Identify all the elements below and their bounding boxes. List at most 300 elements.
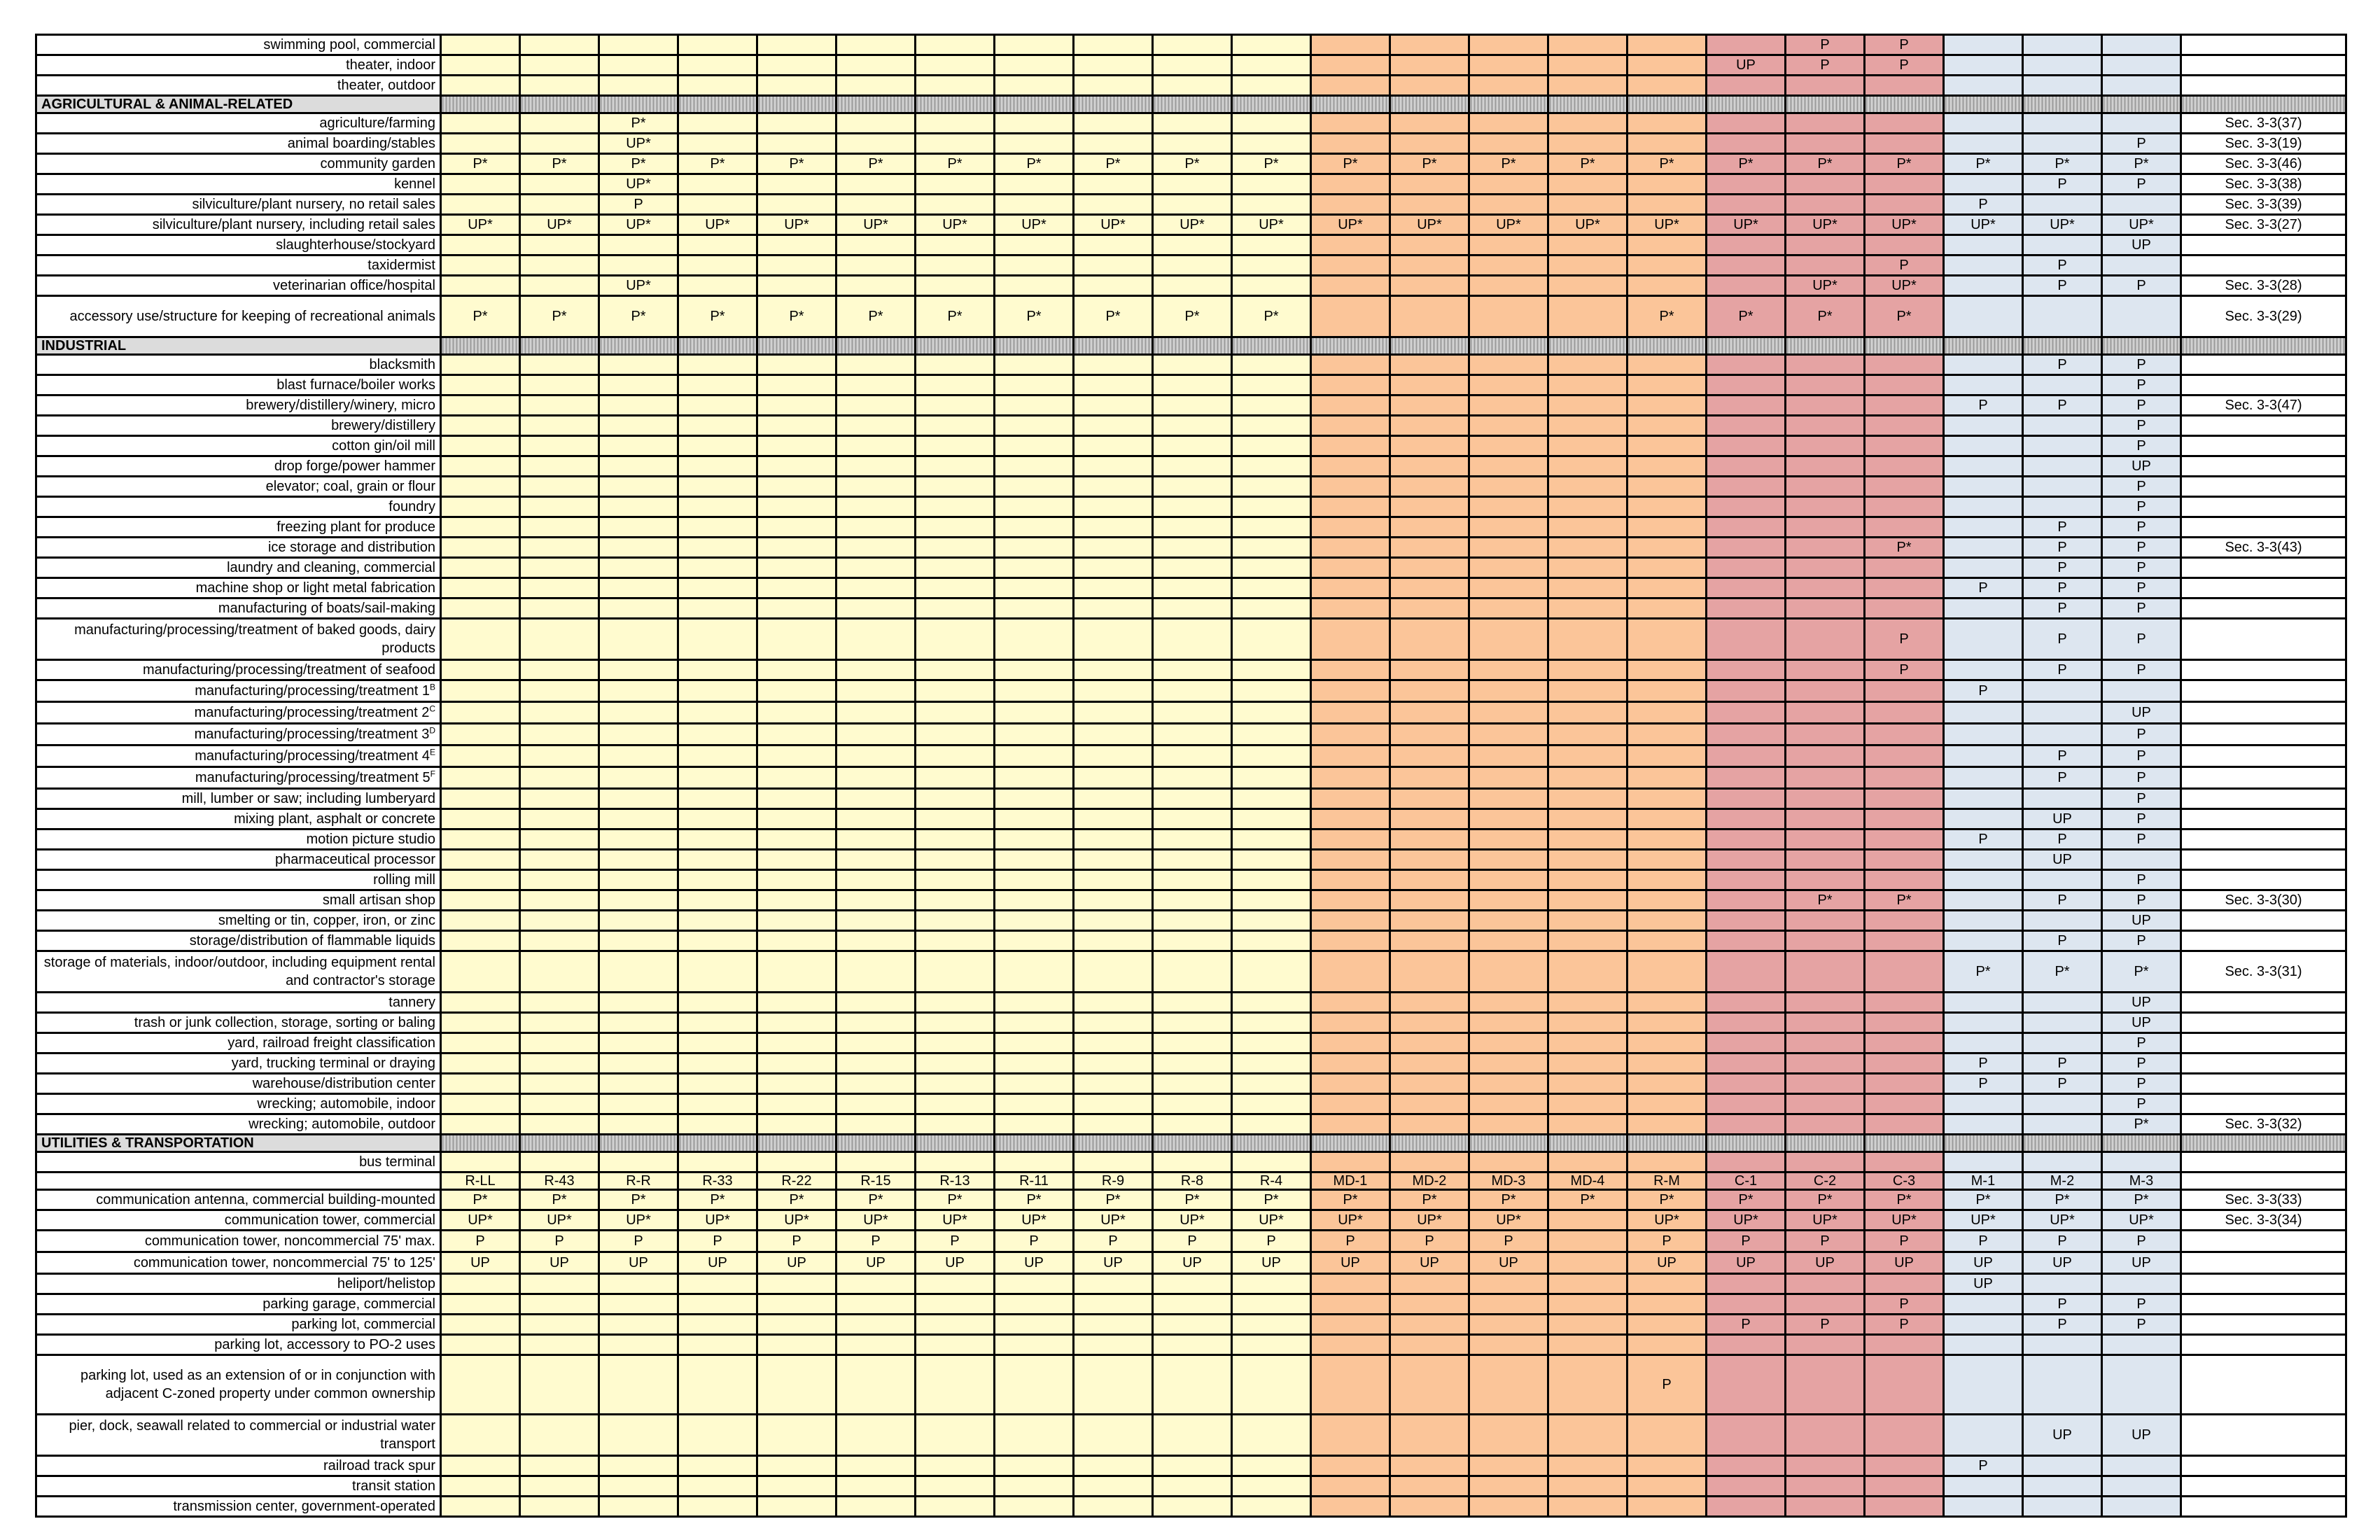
- permission-cell: [1153, 1033, 1232, 1054]
- permission-cell: [1944, 35, 2023, 55]
- permission-cell: P*: [1786, 154, 1865, 174]
- permission-cell: [1469, 1355, 1548, 1415]
- section-fill-cell: [1548, 337, 1628, 355]
- table-row: [36, 538, 2346, 558]
- district-code: R-22: [757, 1172, 836, 1190]
- permission-cell: [1786, 809, 1865, 830]
- permission-cell: [916, 911, 995, 931]
- permission-cell: P: [2023, 890, 2102, 911]
- code-reference: [2181, 850, 2346, 870]
- permission-cell: [757, 477, 836, 497]
- permission-cell: [1232, 619, 1311, 660]
- permission-cell: [1628, 1456, 1707, 1476]
- permission-cell: [916, 276, 995, 296]
- footnote-marker: D: [429, 725, 435, 736]
- permission-cell: [520, 870, 599, 890]
- permission-cell: P*: [2023, 951, 2102, 993]
- permission-cell: [441, 578, 520, 598]
- use-label-text: manufacturing of boats/sail-making: [218, 601, 435, 616]
- permission-cell: [1707, 35, 1786, 55]
- permission-cell: P: [2102, 931, 2181, 951]
- permission-cell: [599, 558, 678, 578]
- permission-cell: [520, 1497, 599, 1517]
- permission-cell: [1390, 456, 1469, 477]
- use-label-text: tannery: [388, 995, 435, 1010]
- permission-cell: [1390, 355, 1469, 375]
- permission-cell: [757, 598, 836, 619]
- permission-cell: [757, 850, 836, 870]
- permission-cell: UP*: [1786, 215, 1865, 235]
- permission-cell: [995, 1497, 1074, 1517]
- permission-cell: [1311, 870, 1390, 890]
- permission-cell: P*: [1786, 890, 1865, 911]
- use-label-text: brewery/distillery: [331, 418, 435, 433]
- use-label-text: communication tower, noncommercial 75' max.: [144, 1233, 435, 1249]
- code-reference: [2181, 355, 2346, 375]
- permission-cell: [916, 850, 995, 870]
- use-label-text: kennel: [394, 176, 435, 192]
- section-fill-cell: [1469, 337, 1548, 355]
- permission-cell: [1311, 789, 1390, 809]
- permission-cell: [441, 598, 520, 619]
- permission-cell: [1786, 477, 1865, 497]
- permission-cell: [678, 355, 757, 375]
- permission-cell: [995, 1054, 1074, 1074]
- permission-cell: P: [2102, 375, 2181, 396]
- use-label-text: heliport/helistop: [337, 1276, 435, 1292]
- permission-cell: [995, 619, 1074, 660]
- permission-cell: P: [2102, 789, 2181, 809]
- permission-cell: [1707, 1497, 1786, 1517]
- permission-cell: [1153, 1315, 1232, 1335]
- permission-cell: [1390, 680, 1469, 702]
- permission-cell: [599, 355, 678, 375]
- permission-cell: [441, 890, 520, 911]
- permission-cell: [1153, 951, 1232, 993]
- use-label: [36, 850, 441, 870]
- permission-cell: P: [2102, 767, 2181, 789]
- permission-cell: [1153, 619, 1232, 660]
- permission-cell: [995, 1476, 1074, 1497]
- permission-cell: [1153, 660, 1232, 680]
- use-label-text: parking garage, commercial: [262, 1296, 435, 1312]
- permission-cell: [1944, 436, 2023, 456]
- permission-cell: [520, 619, 599, 660]
- permission-cell: [1311, 456, 1390, 477]
- district-code: R-4: [1232, 1172, 1311, 1190]
- permission-cell: [1707, 890, 1786, 911]
- permission-cell: P: [1944, 1456, 2023, 1476]
- section-fill-cell: [1628, 337, 1707, 355]
- permission-cell: [520, 1033, 599, 1054]
- permission-cell: [2023, 993, 2102, 1013]
- permission-cell: P: [757, 1231, 836, 1252]
- permission-cell: [678, 1274, 757, 1294]
- permission-cell: [1390, 789, 1469, 809]
- permission-cell: P: [1390, 1231, 1469, 1252]
- permission-cell: [1074, 767, 1153, 789]
- permission-cell: [1548, 1355, 1628, 1415]
- permission-cell: [520, 660, 599, 680]
- permission-cell: [1074, 558, 1153, 578]
- permission-cell: [1548, 578, 1628, 598]
- permission-cell: [1786, 1476, 1865, 1497]
- permission-cell: P: [1865, 255, 1944, 276]
- permission-cell: [1390, 1497, 1469, 1517]
- permission-cell: [836, 619, 916, 660]
- permission-cell: [1390, 1094, 1469, 1114]
- permission-cell: P*: [1865, 890, 1944, 911]
- permission-cell: [520, 1114, 599, 1135]
- permission-cell: [995, 1294, 1074, 1315]
- permission-cell: [995, 1033, 1074, 1054]
- permission-cell: [1786, 76, 1865, 96]
- permission-cell: P*: [1628, 154, 1707, 174]
- code-reference: [2181, 1074, 2346, 1094]
- permission-cell: [1548, 235, 1628, 255]
- permission-cell: [1232, 1315, 1311, 1335]
- permission-cell: [599, 789, 678, 809]
- use-label: [36, 724, 441, 746]
- permission-cell: [1232, 578, 1311, 598]
- permission-cell: [2023, 113, 2102, 134]
- use-label-text: wrecking; automobile, outdoor: [248, 1116, 435, 1132]
- permission-cell: [1074, 76, 1153, 96]
- permission-cell: [1153, 1074, 1232, 1094]
- use-label: [36, 375, 441, 396]
- section-fill-cell: [836, 337, 916, 355]
- permission-cell: [1944, 517, 2023, 538]
- permission-cell: [1707, 76, 1786, 96]
- table-row: [36, 296, 2346, 337]
- permission-cell: [1074, 113, 1153, 134]
- permission-cell: [995, 870, 1074, 890]
- permission-cell: [1390, 767, 1469, 789]
- permission-cell: P: [2023, 598, 2102, 619]
- permission-cell: [836, 416, 916, 436]
- permission-cell: [1944, 660, 2023, 680]
- permission-cell: [916, 931, 995, 951]
- permission-cell: [1390, 35, 1469, 55]
- permission-cell: UP*: [441, 1210, 520, 1231]
- permission-cell: [1311, 235, 1390, 255]
- use-label: [36, 578, 441, 598]
- permission-cell: [599, 1355, 678, 1415]
- permission-cell: [1311, 174, 1390, 195]
- table-row: [36, 724, 2346, 746]
- permission-cell: [1469, 911, 1548, 931]
- permission-cell: [757, 134, 836, 154]
- permission-cell: [599, 702, 678, 724]
- use-label: [36, 215, 441, 235]
- use-label-text: freezing plant for produce: [276, 519, 435, 535]
- permission-cell: [1944, 558, 2023, 578]
- permission-cell: [1153, 993, 1232, 1013]
- permission-cell: [441, 1274, 520, 1294]
- permission-cell: [1548, 789, 1628, 809]
- table-row: [36, 578, 2346, 598]
- code-reference: Sec. 3-3(43): [2181, 538, 2346, 558]
- permission-cell: [1707, 1294, 1786, 1315]
- permission-cell: [1390, 134, 1469, 154]
- permission-cell: [441, 517, 520, 538]
- use-label: [36, 1013, 441, 1033]
- permission-cell: [1469, 497, 1548, 517]
- use-label-text: trash or junk collection, storage, sorting or baling: [134, 1015, 435, 1030]
- permission-cell: UP: [1707, 1252, 1786, 1274]
- permission-cell: [2023, 911, 2102, 931]
- permission-cell: [599, 1315, 678, 1335]
- permission-cell: UP*: [1548, 215, 1628, 235]
- permission-cell: [678, 396, 757, 416]
- permission-cell: [1390, 1013, 1469, 1033]
- permission-cell: P*: [757, 1190, 836, 1210]
- permission-cell: [757, 1497, 836, 1517]
- use-label-text: rolling mill: [373, 872, 435, 888]
- table-row: [36, 1335, 2346, 1355]
- use-label: [36, 931, 441, 951]
- permission-cell: [1469, 789, 1548, 809]
- permission-cell: [1707, 538, 1786, 558]
- use-label-text: storage/distribution of flammable liquids: [189, 933, 435, 948]
- section-fill-cell: [2102, 1135, 2181, 1152]
- permission-cell: [599, 477, 678, 497]
- table-row: [36, 1456, 2346, 1476]
- use-label-text: railroad track spur: [323, 1458, 435, 1474]
- permission-cell: [1786, 951, 1865, 993]
- permission-cell: [1390, 598, 1469, 619]
- permission-cell: [1390, 830, 1469, 850]
- permission-cell: [678, 174, 757, 195]
- code-reference: Sec. 3-3(37): [2181, 113, 2346, 134]
- permission-cell: [1628, 1415, 1707, 1456]
- permission-cell: [1548, 1210, 1628, 1231]
- permission-cell: P: [2102, 830, 2181, 850]
- permission-cell: [916, 660, 995, 680]
- permission-cell: [599, 416, 678, 436]
- use-label-text: transit station: [352, 1478, 435, 1494]
- permission-cell: [995, 396, 1074, 416]
- permission-cell: [1548, 830, 1628, 850]
- permission-cell: [1786, 850, 1865, 870]
- permission-cell: [836, 702, 916, 724]
- permission-cell: [678, 538, 757, 558]
- permission-cell: [757, 830, 836, 850]
- permission-cell: P: [2102, 174, 2181, 195]
- permission-cell: [1311, 134, 1390, 154]
- use-label-text: small artisan shop: [322, 892, 435, 908]
- permission-cell: UP*: [995, 1210, 1074, 1231]
- table-row: [36, 276, 2346, 296]
- permission-cell: [1232, 1294, 1311, 1315]
- district-code: R-15: [836, 1172, 916, 1190]
- permission-cell: [1390, 1456, 1469, 1476]
- permission-cell: [2102, 1335, 2181, 1355]
- use-label-text: animal boarding/stables: [287, 136, 435, 151]
- permission-cell: [1311, 396, 1390, 416]
- code-reference: [2181, 35, 2346, 55]
- permission-cell: [916, 870, 995, 890]
- table-row: [36, 1315, 2346, 1335]
- permission-cell: P: [2023, 578, 2102, 598]
- code-reference: [2181, 1152, 2346, 1172]
- permission-cell: UP: [757, 1252, 836, 1274]
- district-code: R-33: [678, 1172, 757, 1190]
- land-use-table: [35, 34, 2347, 1518]
- permission-cell: [599, 1054, 678, 1074]
- permission-cell: P: [2102, 1294, 2181, 1315]
- permission-cell: [1469, 456, 1548, 477]
- table-row: [36, 1294, 2346, 1315]
- permission-cell: [1548, 1231, 1628, 1252]
- permission-cell: P: [2023, 1054, 2102, 1074]
- permission-cell: [1786, 1013, 1865, 1033]
- permission-cell: [441, 1497, 520, 1517]
- permission-cell: UP*: [2023, 1210, 2102, 1231]
- permission-cell: [1944, 1094, 2023, 1114]
- permission-cell: P*: [1944, 154, 2023, 174]
- permission-cell: UP*: [1311, 1210, 1390, 1231]
- permission-cell: [441, 702, 520, 724]
- code-reference: [2181, 1033, 2346, 1054]
- permission-cell: [1944, 870, 2023, 890]
- permission-cell: [520, 1274, 599, 1294]
- use-label-text: yard, railroad freight classification: [227, 1035, 435, 1051]
- permission-cell: [995, 1456, 1074, 1476]
- permission-cell: [757, 1274, 836, 1294]
- permission-cell: P: [916, 1231, 995, 1252]
- permission-cell: P*: [916, 154, 995, 174]
- permission-cell: [757, 235, 836, 255]
- permission-cell: P: [1944, 396, 2023, 416]
- permission-cell: [1311, 724, 1390, 746]
- section-fill-cell: [1786, 337, 1865, 355]
- permission-cell: [1074, 355, 1153, 375]
- permission-cell: [1311, 296, 1390, 337]
- permission-cell: [1628, 1074, 1707, 1094]
- table-row: [36, 789, 2346, 809]
- permission-cell: [1469, 746, 1548, 767]
- permission-cell: [1074, 660, 1153, 680]
- permission-cell: [1628, 1013, 1707, 1033]
- use-label-text: drop forge/power hammer: [274, 458, 435, 474]
- permission-cell: [520, 76, 599, 96]
- section-fill-cell: [2181, 1135, 2346, 1152]
- permission-cell: [1786, 1054, 1865, 1074]
- code-reference: [2181, 76, 2346, 96]
- permission-cell: UP: [2023, 1252, 2102, 1274]
- code-reference: [2181, 55, 2346, 76]
- code-reference: [2181, 1415, 2346, 1456]
- use-label: [36, 416, 441, 436]
- table-body: [36, 35, 2346, 1517]
- permission-cell: [1786, 724, 1865, 746]
- permission-cell: P: [2102, 134, 2181, 154]
- use-label-text: blacksmith: [369, 357, 435, 372]
- permission-cell: [678, 255, 757, 276]
- permission-cell: P: [1865, 35, 1944, 55]
- permission-cell: [1074, 1114, 1153, 1135]
- permission-cell: [757, 113, 836, 134]
- permission-cell: [678, 767, 757, 789]
- permission-cell: [836, 1456, 916, 1476]
- permission-cell: P: [1865, 1294, 1944, 1315]
- permission-cell: P: [1865, 1315, 1944, 1335]
- permission-cell: [599, 235, 678, 255]
- permission-cell: [1707, 850, 1786, 870]
- permission-cell: UP*: [1469, 215, 1548, 235]
- permission-cell: [836, 809, 916, 830]
- permission-cell: [1707, 195, 1786, 215]
- permission-cell: [1074, 396, 1153, 416]
- permission-cell: [1469, 680, 1548, 702]
- permission-cell: [995, 497, 1074, 517]
- table-row: [36, 215, 2346, 235]
- permission-cell: [520, 456, 599, 477]
- table-row: [36, 134, 2346, 154]
- permission-cell: UP*: [1074, 1210, 1153, 1231]
- permission-cell: P: [2102, 598, 2181, 619]
- permission-cell: [1311, 1152, 1390, 1172]
- permission-cell: [1311, 1074, 1390, 1094]
- use-label: [36, 1252, 441, 1274]
- permission-cell: [757, 558, 836, 578]
- code-reference: Sec. 3-3(39): [2181, 195, 2346, 215]
- use-label-text: communication tower, commercial: [224, 1212, 435, 1228]
- permission-cell: [1944, 134, 2023, 154]
- permission-cell: P: [2102, 355, 2181, 375]
- use-label-text: blast furnace/boiler works: [276, 377, 435, 393]
- permission-cell: [441, 830, 520, 850]
- permission-cell: [757, 870, 836, 890]
- permission-cell: [678, 1294, 757, 1315]
- permission-cell: [995, 724, 1074, 746]
- permission-cell: [441, 1415, 520, 1456]
- permission-cell: P: [1707, 1315, 1786, 1335]
- permission-cell: [2023, 1152, 2102, 1172]
- permission-cell: [2102, 195, 2181, 215]
- permission-cell: [995, 890, 1074, 911]
- permission-cell: [599, 870, 678, 890]
- section-fill-cell: [678, 1135, 757, 1152]
- permission-cell: P: [1944, 1054, 2023, 1074]
- district-code: R-8: [1153, 1172, 1232, 1190]
- permission-cell: [1548, 477, 1628, 497]
- permission-cell: [2102, 76, 2181, 96]
- use-label: [36, 830, 441, 850]
- permission-cell: [1786, 931, 1865, 951]
- permission-cell: [916, 1074, 995, 1094]
- use-label-text: manufacturing/processing/treatment 4: [195, 748, 430, 764]
- permission-cell: [1390, 538, 1469, 558]
- table-row: [36, 830, 2346, 850]
- permission-cell: [599, 76, 678, 96]
- permission-cell: [1786, 789, 1865, 809]
- permission-cell: [1232, 1114, 1311, 1135]
- permission-cell: [1469, 619, 1548, 660]
- permission-cell: [1153, 1152, 1232, 1172]
- permission-cell: [1469, 931, 1548, 951]
- use-label: [36, 396, 441, 416]
- permission-cell: [1232, 416, 1311, 436]
- permission-cell: [1469, 1294, 1548, 1315]
- permission-cell: [1707, 578, 1786, 598]
- permission-cell: [1390, 619, 1469, 660]
- permission-cell: P: [441, 1231, 520, 1252]
- permission-cell: [995, 558, 1074, 578]
- permission-cell: [1074, 538, 1153, 558]
- permission-cell: [1469, 134, 1548, 154]
